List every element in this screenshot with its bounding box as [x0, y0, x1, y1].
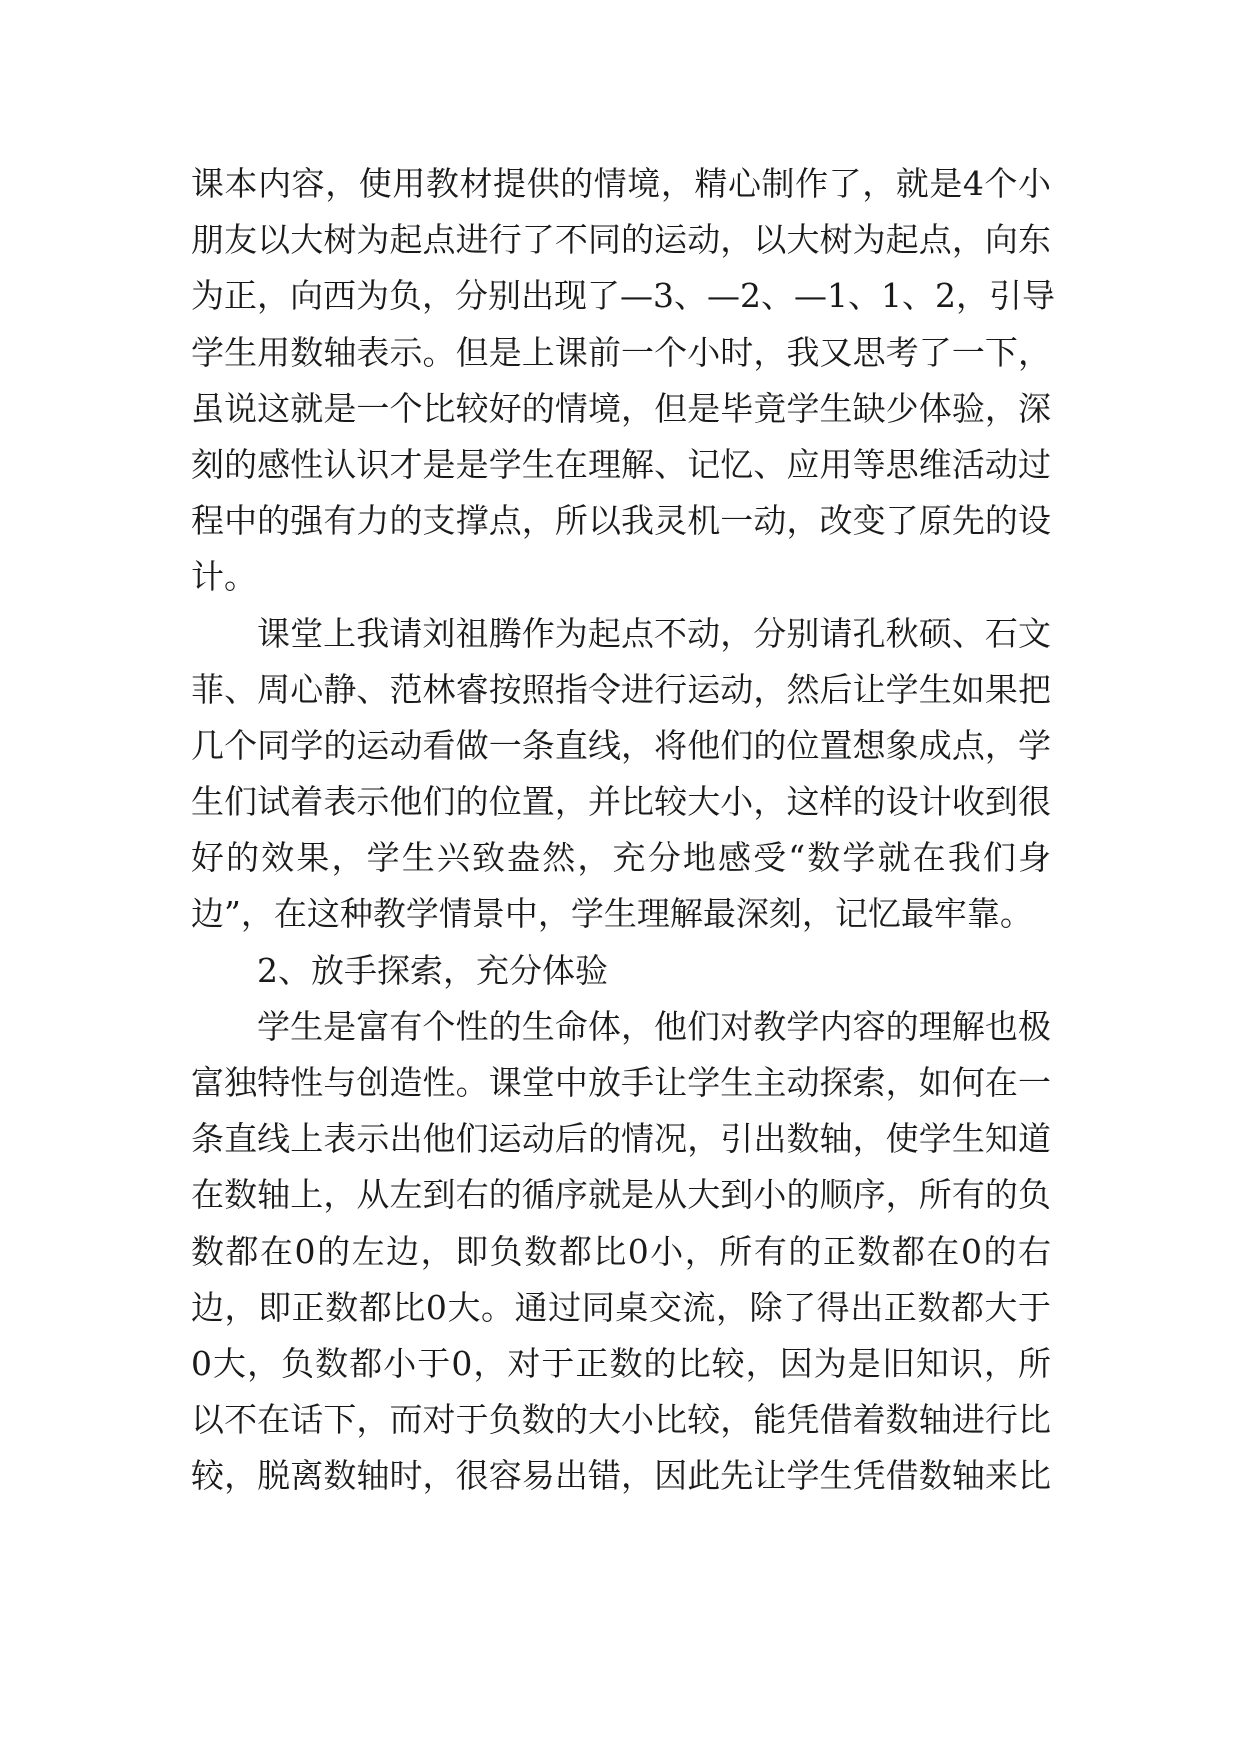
text-line: 课堂上我请刘祖腾作为起点不动，分别请孔秋硕、石文 [257, 613, 1051, 653]
text-line: 课本内容，使用教材提供的情境，精心制作了，就是4个小 [191, 164, 1051, 203]
text-line: 边”，在这种教学情景中，学生理解最深刻，记忆最牢靠。 [191, 894, 1033, 934]
section-heading [191, 943, 1051, 999]
text-line: 边，即正数都比0大。通过同桌交流，除了得出正数都大于 [191, 1287, 1051, 1327]
text-line: 生们试着表示他们的位置，并比较大小，这样的设计收到很 [191, 782, 1051, 822]
text-line: 虽说这就是一个比较好的情境，但是毕竟学生缺少体验，深 [191, 388, 1051, 428]
paragraph-2 [191, 606, 1051, 943]
text-line: 富独特性与创造性。课堂中放手让学生主动探索，如何在一 [191, 1063, 1051, 1102]
text-line: 计。 [191, 557, 257, 597]
text-line: 以不在话下，而对于负数的大小比较，能凭借着数轴进行比 [191, 1400, 1051, 1440]
text-line: 数都在0的左边，即负数都比0小，所有的正数都在0的右 [191, 1231, 1051, 1271]
text-line: 0大，负数都小于0，对于正数的比较，因为是旧知识，所 [191, 1343, 1051, 1383]
paragraph-1 [191, 156, 1055, 606]
heading-line: 2、放手探索，充分体验 [257, 950, 608, 990]
text-line: 学生用数轴表示。但是上课前一个小时，我又思考了一下， [191, 332, 1051, 372]
paragraph-3 [191, 999, 1051, 1505]
text-line: 程中的强有力的支撑点，所以我灵机一动，改变了原先的设 [191, 501, 1051, 541]
text-line: 为正，向西为负，分别出现了—3、—2、—1、1、2，引导 [191, 276, 1055, 316]
text-line: 较，脱离数轴时，很容易出错，因此先让学生凭借数轴来比 [191, 1456, 1051, 1496]
text-line: 好的效果，学生兴致盎然，充分地感受“数学就在我们身 [191, 838, 1051, 878]
body-text [191, 156, 1055, 1505]
text-line: 菲、周心静、范林睿按照指令进行运动，然后让学生如果把 [191, 669, 1051, 709]
text-line: 刻的感性认识才是是学生在理解、记忆、应用等思维活动过 [191, 444, 1051, 484]
text-line: 条直线上表示出他们运动后的情况，引出数轴，使学生知道 [191, 1119, 1051, 1159]
text-line: 在数轴上，从左到右的循序就是从大到小的顺序，所有的负 [191, 1175, 1051, 1215]
text-line: 学生是富有个性的生命体，他们对教学内容的理解也极 [257, 1006, 1051, 1046]
text-line: 朋友以大树为起点进行了不同的运动，以大树为起点，向东 [191, 220, 1051, 260]
text-line: 几个同学的运动看做一条直线，将他们的位置想象成点，学 [191, 725, 1051, 765]
